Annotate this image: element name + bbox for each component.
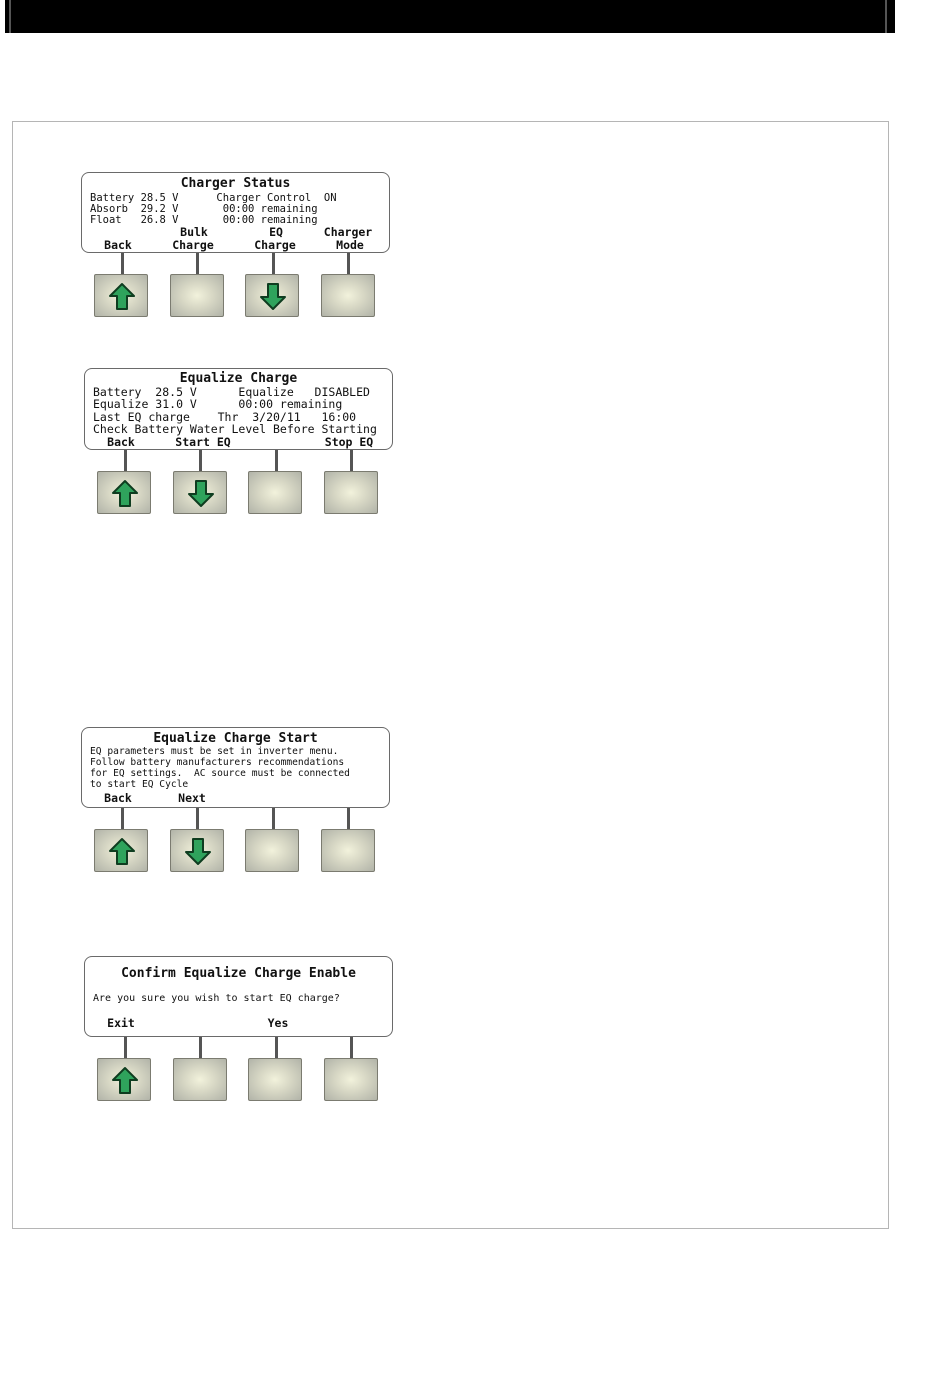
softkey-label-start-eq: Start EQ bbox=[175, 435, 231, 449]
button-connector bbox=[199, 450, 202, 471]
confirm-question: Are you sure you wish to start EQ charge? bbox=[93, 993, 340, 1004]
button-connector bbox=[121, 253, 124, 274]
up-arrow-button[interactable] bbox=[94, 274, 148, 317]
softkey-label-back: Back bbox=[104, 238, 132, 252]
bulk-charge-button[interactable] bbox=[170, 274, 224, 317]
stop-eq-button[interactable] bbox=[324, 471, 378, 514]
softkey-label-back: Back bbox=[107, 435, 135, 449]
down-arrow-button[interactable] bbox=[170, 829, 224, 872]
button-connector bbox=[347, 253, 350, 274]
down-arrow-icon bbox=[184, 837, 212, 866]
header-divider bbox=[885, 0, 887, 33]
softkey-label-next: Next bbox=[178, 791, 206, 805]
button-connector bbox=[124, 1037, 127, 1058]
down-arrow-button[interactable] bbox=[173, 471, 227, 514]
screen-title: Equalize Charge bbox=[179, 371, 298, 386]
screen-title: Confirm Equalize Charge Enable bbox=[121, 966, 356, 981]
softkey-button-3[interactable] bbox=[245, 829, 299, 872]
softkey-button-2[interactable] bbox=[173, 1058, 227, 1101]
status-line: Float 26.8 V 00:00 remaining bbox=[90, 214, 318, 226]
lcd-screen-equalize-charge bbox=[84, 368, 393, 450]
screen-title: Charger Status bbox=[180, 176, 291, 191]
up-arrow-icon bbox=[108, 282, 136, 311]
info-line: for EQ settings. AC source must be connected bbox=[90, 768, 350, 779]
up-arrow-icon bbox=[111, 479, 139, 508]
up-arrow-button[interactable] bbox=[94, 829, 148, 872]
softkey-button-3[interactable] bbox=[248, 471, 302, 514]
header-divider bbox=[9, 0, 11, 33]
status-line: Battery 28.5 V Equalize DISABLED bbox=[93, 385, 370, 399]
button-connector bbox=[272, 808, 275, 829]
button-connector bbox=[196, 808, 199, 829]
up-arrow-icon bbox=[108, 837, 136, 866]
softkey-label-top: Bulk bbox=[180, 225, 208, 239]
up-arrow-button[interactable] bbox=[97, 1058, 151, 1101]
down-arrow-icon bbox=[259, 282, 287, 311]
softkey-label-bulk-charge: Charge bbox=[172, 238, 214, 252]
button-connector bbox=[350, 450, 353, 471]
status-line: Equalize 31.0 V 00:00 remaining bbox=[93, 397, 343, 411]
button-connector bbox=[196, 253, 199, 274]
up-arrow-button[interactable] bbox=[97, 471, 151, 514]
button-connector bbox=[272, 253, 275, 274]
softkey-label-top: Charger bbox=[323, 225, 373, 239]
lcd-screen-charger-status bbox=[81, 172, 390, 253]
softkey-label-stop-eq: Stop EQ bbox=[324, 435, 374, 449]
yes-button[interactable] bbox=[248, 1058, 302, 1101]
status-line: Battery 28.5 V Charger Control ON bbox=[90, 192, 337, 204]
lcd-screen-equalize-charge-start bbox=[81, 727, 390, 808]
info-line: EQ parameters must be set in inverter menu. bbox=[90, 746, 339, 757]
softkey-label-exit: Exit bbox=[107, 1016, 135, 1030]
screen-title: Equalize Charge Start bbox=[153, 731, 318, 746]
softkey-label-eq-charge: Charge bbox=[254, 238, 296, 252]
softkey-label-top: EQ bbox=[269, 225, 283, 239]
warning-line: Check Battery Water Level Before Starting bbox=[93, 422, 377, 436]
button-connector bbox=[121, 808, 124, 829]
down-arrow-button[interactable] bbox=[245, 274, 299, 317]
button-connector bbox=[275, 1037, 278, 1058]
button-connector bbox=[347, 808, 350, 829]
lcd-screen-confirm-eq-enable bbox=[84, 956, 393, 1037]
button-connector bbox=[350, 1037, 353, 1058]
status-line: Last EQ charge Thr 3/20/11 16:00 bbox=[93, 410, 357, 424]
info-line: to start EQ Cycle bbox=[90, 779, 189, 790]
down-arrow-icon bbox=[187, 479, 215, 508]
info-line: Follow battery manufacturers recommendations bbox=[90, 757, 345, 768]
status-line: Absorb 29.2 V 00:00 remaining bbox=[90, 203, 318, 215]
softkey-button-4[interactable] bbox=[321, 829, 375, 872]
softkey-label-charger-mode: Mode bbox=[336, 238, 364, 252]
charger-mode-button[interactable] bbox=[321, 274, 375, 317]
up-arrow-icon bbox=[111, 1066, 139, 1095]
header-bar bbox=[5, 0, 895, 33]
softkey-label-yes: Yes bbox=[267, 1016, 289, 1030]
button-connector bbox=[124, 450, 127, 471]
button-connector bbox=[199, 1037, 202, 1058]
button-connector bbox=[275, 450, 278, 471]
softkey-label-back: Back bbox=[104, 791, 132, 805]
softkey-button-4[interactable] bbox=[324, 1058, 378, 1101]
